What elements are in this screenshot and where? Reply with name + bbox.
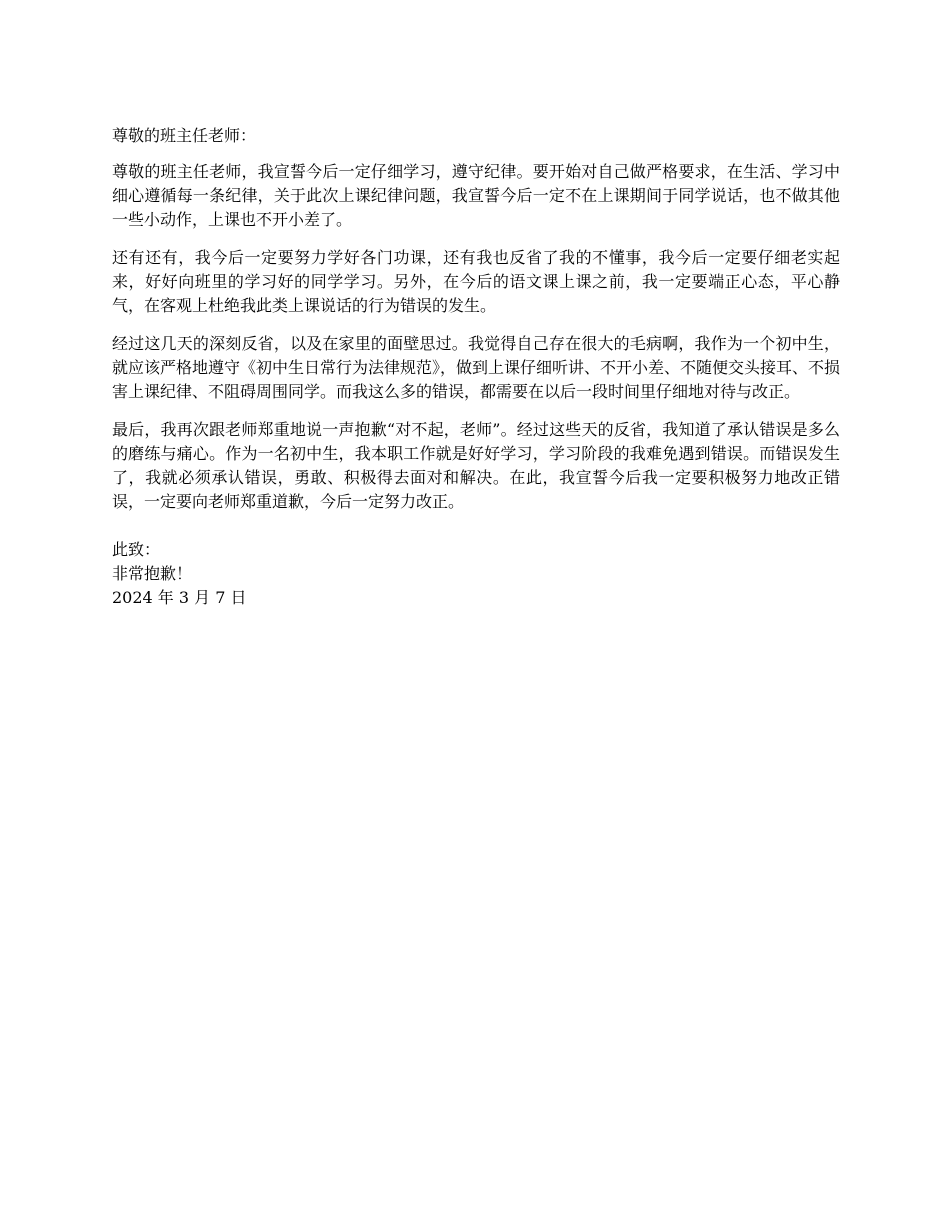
closing-apology: 非常抱歉！ [112, 564, 193, 583]
letter-document [112, 124, 840, 610]
letter-paragraph-1: 尊敬的班主任老师，我宣誓今后一定仔细学习，遵守纪律。要开始对自己做严格要求，在生活、学习中细心遵循每一条纪律，关于此次上课纪律问题，我宣誓今后一定不在上课期间于同学说话，也不做其他一些小动作，上课也不开小差了。 [112, 162, 840, 229]
letter-closing [112, 538, 840, 610]
letter-salutation: 尊敬的班主任老师： [112, 126, 257, 145]
letter-paragraph-4: 最后，我再次跟老师郑重地说一声抱歉“对不起，老师”。经过这些天的反省，我知道了承认错误是多么的磨练与痛心。作为一名初中生，我本职工作就是好好学习，学习阶段的我难免遇到错误。而错误发生了，我就必须承认错误，勇敢、积极得去面对和解决。在此，我宣誓今后我一定要积极努力地改正错误，一定要向老师郑重道歉，今后一定努力改正。 [112, 420, 840, 511]
closing-regards: 此致： [112, 540, 161, 559]
letter-date: 2024 年 3 月 7 日 [112, 588, 247, 607]
letter-paragraph-3: 经过这几天的深刻反省，以及在家里的面壁思过。我觉得自己存在很大的毛病啊，我作为一个初中生，就应该严格地遵守《初中生日常行为法律规范》，做到上课仔细听讲、不开小差、不随便交头接耳、不损害上课纪律、不阻碍周围同学。而我这么多的错误，都需要在以后一段时间里仔细地对待与改正。 [112, 334, 841, 401]
letter-paragraph-2: 还有还有，我今后一定要努力学好各门功课，还有我也反省了我的不懂事，我今后一定要仔细老实起来，好好向班里的学习好的同学学习。另外，在今后的语文课上课之前，我一定要端正心态，平心静气，在客观上杜绝我此类上课说话的行为错误的发生。 [112, 248, 840, 315]
